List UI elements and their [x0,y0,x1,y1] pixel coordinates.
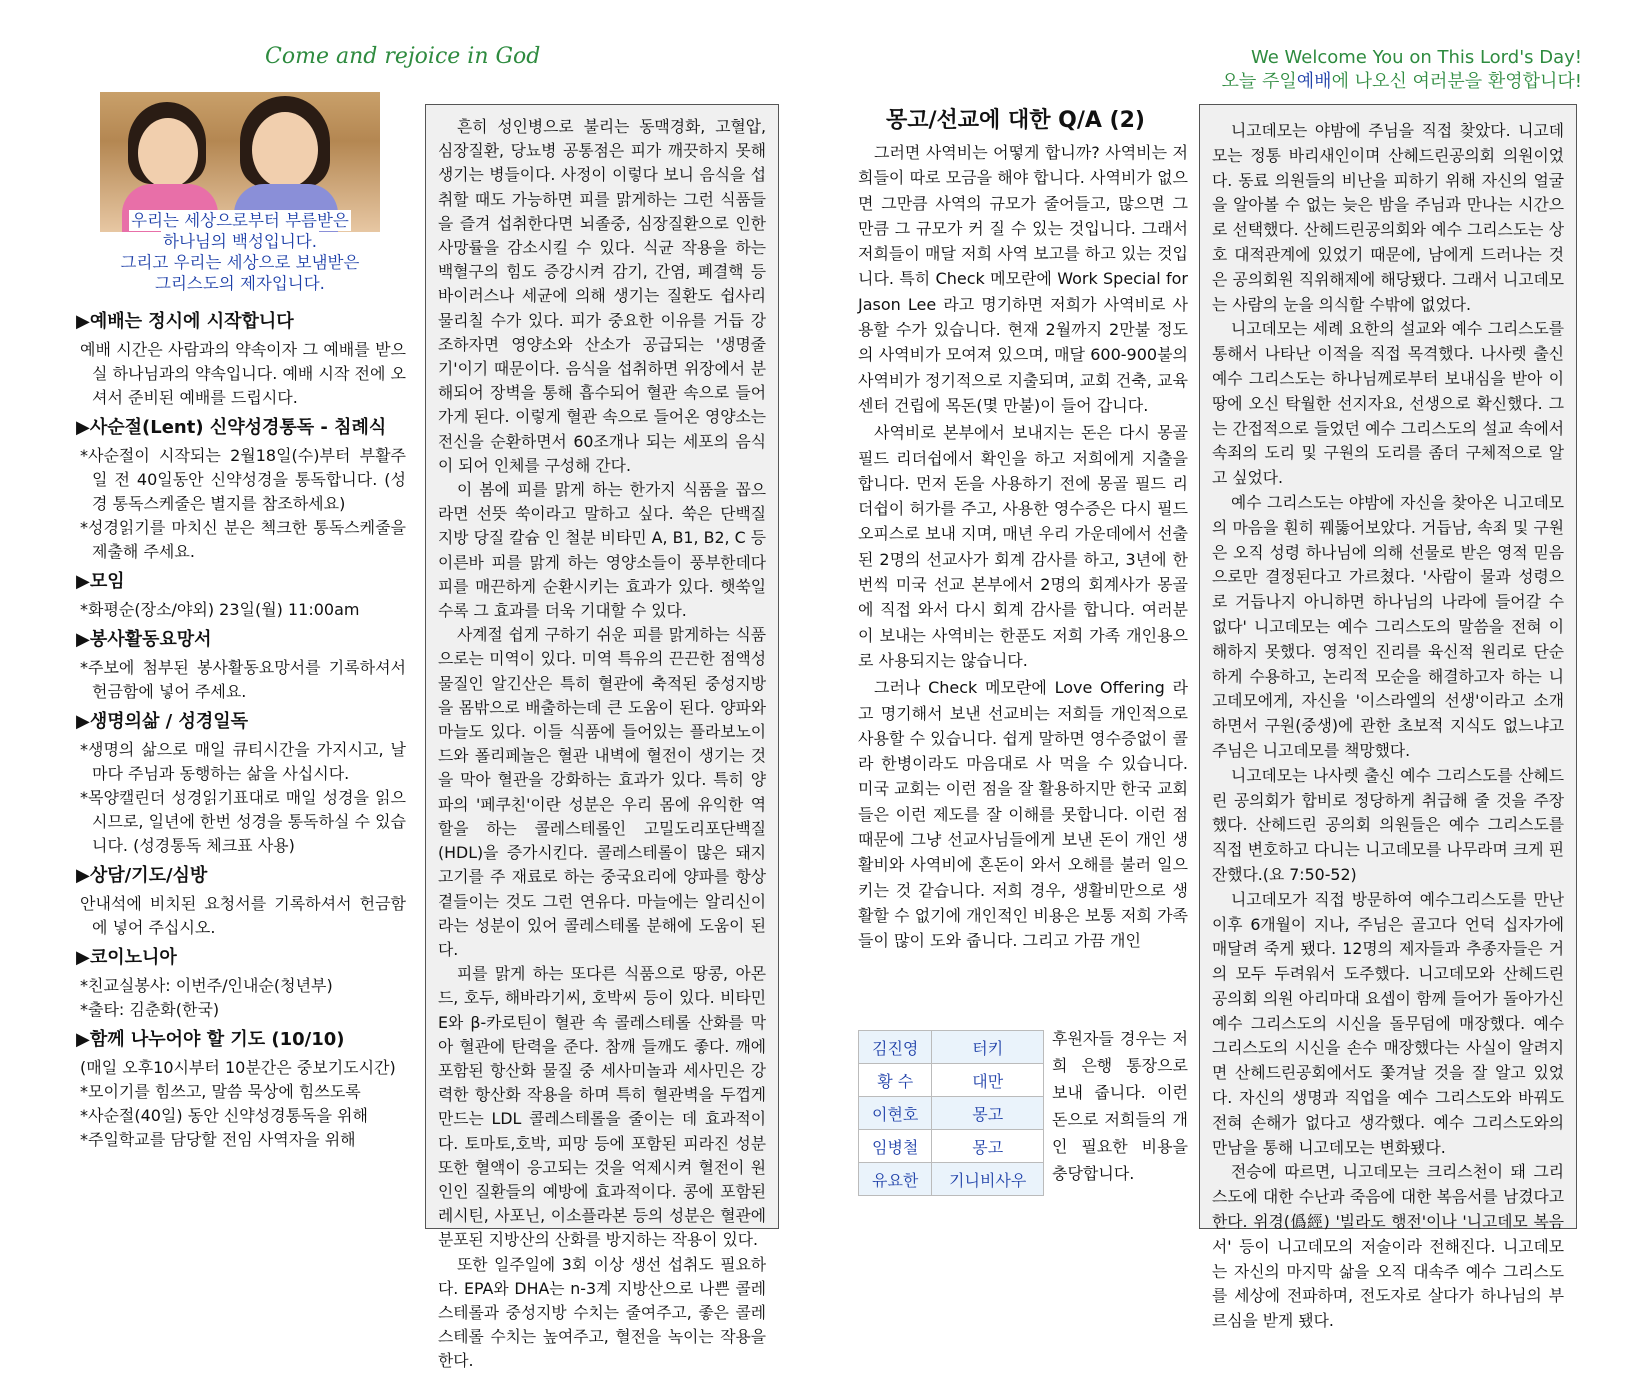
announcement-line: *목양캘린더 성경읽기표대로 매일 성경을 읽으시므로, 일년에 한번 성경을 통독하실 수 있습니다. (성경통독 체크표 사용) [80,788,406,855]
missionary-country: 몽고 [932,1097,1044,1130]
qa-tail: 후원자들 경우는 저희 은행 통장으로 보내 줍니다. 이런 돈으로 저희들의 개인 필요한 비용을 충당합니다. [1052,1029,1188,1183]
announcement-body [80,974,406,1022]
announcement-heading: ▶예배는 정시에 시작합니다 [76,311,294,332]
missionary-country: 기니비사우 [932,1163,1044,1196]
announcement-line: *주일학교를 담당할 전임 사역자을 위해 [80,1130,356,1149]
health-article-paragraph: 피를 맑게 하는 또다른 식품으로 땅콩, 아몬드, 호두, 해바라기씨, 호박씨 등이 있다. 비타민E와 β-카로틴이 혈관 속 콜레스테롤 산화를 막아 혈관에 탄력을 준다. 참깨 들깨도 좋다. 깨에 포함된 항산화 물질 중 세사미놀과 세사민은 강력한 항산화 작용을 하며 특히 혈관벽을 두껍게 만드는 LDL 콜레스테롤을 줄이는 데 효과적이다. 토마토,호박, 피망 등에 포함된 피라진 성분 또한 혈액이 응고되는 것을 억제시켜 혈전이 원인인 질환들의 예방에 효과적이다. 콩에 포함된 레시틴, 사포닌, 이소플라본 등의 성분은 혈관에 분포된 지방산의 산화를 방지하는 작용이 있다. [438,964,766,1250]
announcement-line: *성경읽기를 마치신 분은 첵크한 통독스케줄을 제출해 주세요. [80,518,406,561]
announcement-heading: ▶생명의삶 / 성경일독 [76,711,249,732]
missionary-name: 임병철 [859,1130,932,1163]
announcement-line: *사순절이 시작되는 2월18일(수)부터 부활주일 전 40일동안 신약성경을 통독합니다. (성경 통독스케줄은 별지를 참조하세요) [80,446,406,513]
welcome-message [1222,46,1583,94]
missionary-row [859,1163,1044,1196]
announcement-heading: ▶모임 [76,571,125,592]
caption-line-1: 우리는 세상으로부터 부름받은 [131,211,349,230]
welcome-korean [1222,70,1583,94]
announcement-heading: ▶코이노니아 [76,947,177,968]
welcome-ko-part3: 에 나오신 여러분을 환영합니다! [1331,71,1582,92]
announcement-line: 안내석에 비치된 요청서를 기록하셔서 헌금함에 넣어 주십시오. [80,894,406,937]
welcome-ko-part1: 오늘 주일 [1221,71,1297,92]
left-slogan: Come and rejoice in God [265,44,541,69]
missionary-row [859,1130,1044,1163]
missionary-name: 김진영 [859,1031,932,1064]
caption-line-3: 그리고 우리는 세상으로 보냄받은 [120,253,360,272]
photo-caption [100,210,380,294]
nicodemus-article-paragraph: 예수 그리스도는 야밤에 자신을 찾아온 니고데모의 마음을 훤히 꿰뚫어보았다. 거듭남, 속죄 및 구원은 오직 성령 하나님에 의해 선물로 받은 영적 믿음으로만 결정된다고 가르쳤다. '사람이 물과 성령으로 거듭나지 아니하면 하나님의 나라에 들어갈 수 없다' 니고데모는 예수 그리스도의 말씀을 전혀 이해하지 못했다. 영적인 진리를 육신적 원리로 단순하게 수용하고, 논리적 모순을 해결하고자 하는 니고데모에게, 자신을 '이스라엘의 선생'이라고 소개하면서 구원(중생)에 관한 초보적 지식도 없느냐고 주님은 니고데모를 책망했다. [1212,492,1564,760]
announcement-heading: ▶상담/기도/심방 [76,865,208,886]
announcement-body [80,892,406,940]
child1-face [138,118,198,188]
qa-paragraph: 그러면 사역비는 어떻게 합니까? 사역비는 저희들이 따로 모금을 해야 합니다. 사역비가 없으면 그만큼 사역의 규모가 줄어들고, 많으면 그 만큼 그 규모가 커 질 수 있는 것입니다. 그래서 저희들이 매달 저희 사역 보고를 하고 있는 것입니다. 특히 Check 메모란에 Work Special for Jason Lee 라고 명기하면 저희가 사역비로 사용할 수가 있습니다. 현재 2월까지 2만불 정도의 사역비가 모여져 있으며, 매달 600-900불의 사역비가 정기적으로 지출되며, 교회 건축, 교육센터 건립에 목돈(몇 만불)이 들어 갑니다. [858,143,1188,415]
health-article-paragraph: 또한 일주일에 3회 이상 생선 섭취도 필요하다. EPA와 DHA는 n-3계 지방산으로 나쁜 콜레스테롤과 중성지방 수치는 줄여주고, 좋은 콜레스테롤 수치는 높여주고, 혈전을 녹이는 작용을 한다. [438,1254,766,1371]
announcement-body [80,598,406,622]
announcement-line: *생명의 삶으로 매일 큐티시간을 가지시고, 날마다 주님과 동행하는 삶을 사십시다. [80,740,406,783]
announcement-heading: ▶봉사활동요망서 [76,629,212,650]
announcement-line: *모이기를 힘쓰고, 말씀 묵상에 힘쓰도록 [80,1082,361,1101]
missionary-row [859,1031,1044,1064]
caption-line-2: 하나님의 백성입니다. [163,232,317,251]
welcome-english: We Welcome You on This Lord's Day! [1250,47,1582,68]
announcement-line: *친교실봉사: 이번주/인내순(청년부) [80,976,333,995]
announcement-heading: ▶사순절(Lent) 신약성경통독 - 침례식 [76,417,387,438]
missionary-row [859,1097,1044,1130]
health-article-paragraph: 흔히 성인병으로 불리는 동맥경화, 고혈압, 심장질환, 당뇨병 공통점은 피가 깨끗하지 못해 생기는 병들이다. 사정이 이렇다 보니 음식을 섭취할 때도 가능하면 피를 맑게하는 그런 식품들을 즐겨 섭취한다면 뇌졸중, 심장질환으로 인한 사망률을 감소시킬 수 있다. 식균 작용을 하는 백혈구의 힘도 증강시켜 감기, 간염, 폐결핵 등 바이러스나 세균에 의해 생기는 질환도 쉽사리 물리칠 수가 있다. 피가 중요한 이유를 거듭 강조하자면 영양소와 산소가 공급되는 '생명줄기'이기 때문이다. 음식을 섭취하면 위장에서 분해되어 장벽을 통해 흡수되어 혈관 속으로 들어가게 된다. 이렇게 혈관 속으로 들어온 영양소는 전신을 순환하면서 60조개나 되는 세포의 음식이 되어 인체를 구성해 간다. [438,117,766,475]
announcement-line: *화평순(장소/야외) 23일(월) 11:00am [80,600,360,619]
missionary-table [858,1030,1044,1196]
caption-line-4: 그리스도의 제자입니다. [155,274,325,293]
nicodemus-article-paragraph: 니고데모는 세례 요한의 설교와 예수 그리스도를 통해서 나타난 이적을 직접 목격했다. 나사렛 출신 예수 그리스도는 하나님께로부터 보내심을 받아 이 땅에 오신 탁월한 선지자요, 선생으로 확신했다. 그는 간접적으로 들었던 예수 그리스도의 설교 속에서 속죄의 도리 및 구원의 도리를 좀더 구체적으로 알고 싶었다. [1212,319,1564,488]
nicodemus-article-paragraph: 전승에 따르면, 니고데모는 크리스천이 돼 그리스도에 대한 수난과 죽음에 대한 복음서를 남겼다고 한다. 위경(僞經) '빌라도 행전'이나 '니고데모 복음서' 등이 니고데모의 저술이라 전해진다. 니고데모는 자신의 마지막 삶을 오직 대속주 예수 그리스도를 세상에 전파하며, 전도자로 살다가 하나님의 부르심을 받게 됐다. [1212,1162,1564,1331]
missionary-row [859,1064,1044,1097]
nicodemus-article-paragraph: 니고데모는 야밤에 주님을 직접 찾았다. 니고데모는 정통 바리새인이며 산헤드린공의회 의원이었다. 동료 의원들의 비난을 피하기 위해 자신의 얼굴을 알아볼 수 없는 늦은 밤을 주님과 만나는 시간으로 선택했다. 산헤드린공의회와 예수 그리스도는 상호 대적관계에 있었기 때문에, 남에게 드러나는 것은 공의회원 직위해제에 해당됐다. 그래서 니고데모는 사람의 눈을 의식할 수밖에 없었다. [1212,121,1564,314]
announcement-line: (매일 오후10시부터 10분간은 중보기도시간) [80,1058,396,1077]
qa-paragraph: 그러나 Check 메모란에 Love Offering 라고 명기해서 보낸 선교비는 저희들 개인적으로 사용할 수 있습니다. 쉽게 말하면 영수증없이 콜라 한병이라도 마음대로 사 먹을 수 있습니다. 미국 교회는 이런 점을 잘 활용하지만 한국 교회들은 이런 제도를 잘 이해를 못합니다. 이런 점 때문에 그냥 선교사님들에게 보낸 돈이 개인 생활비와 사역비에 혼돈이 와서 오해를 불러 일으키는 것 같습니다. 저희 경우, 생활비만으로 생활할 수 없기에 개인적인 비용은 보통 저희 가족들이 많이 도와 줍니다. 그리고 가끔 개인 [858,678,1188,951]
health-article-paragraph: 이 봄에 피를 맑게 하는 한가지 식품을 꼽으라면 선뜻 쑥이라고 말하고 싶다. 쑥은 단백질 지방 당질 칼슘 인 철분 비타민 A, B1, B2, C 등 이른바 피를 맑게 하는 영양소들이 풍부한데다 피를 매끈하게 순환시키는 효과가 있다. 햇쑥일수록 그 효과를 더욱 기대할 수 있다. [438,480,766,621]
announcement-body [80,338,406,410]
nicodemus-article-box [1199,104,1577,1331]
announcement-body [80,444,406,564]
health-article-box [425,104,779,1371]
announcement-body [80,1056,406,1152]
announcement-heading: ▶함께 나누어야 할 기도 (10/10) [76,1029,345,1050]
announcement-line: *사순절(40일) 동안 신약성경통독을 위해 [80,1106,368,1125]
announcement-body [80,656,406,704]
qa-body [858,140,1188,956]
announcement-line: *출타: 김춘화(한국) [80,1000,220,1019]
nicodemus-article-paragraph: 니고데모가 직접 방문하여 예수그리스도를 만난 이후 6개월이 지나, 주님은 골고다 언덕 십자가에 매달려 죽게 됐다. 12명의 제자들과 추종자들은 거의 모두 두려워서 도주했다. 니고데모와 산헤드린 공의회 의원 아리마대 요셉이 함께 들어가 돌아가신 예수 그리스도의 시신을 돌무덤에 매장했다. 예수 그리스도의 시신을 손수 매장했다는 사실이 알려지면 산헤드린공회에서도 쫓겨날 것을 잘 알고 있었다. 자신의 생명과 직업을 예수 그리스도와 바꿔도 전혀 손해가 없다고 생각했다. 예수 그리스도와의 만남을 통해 니고데모는 변화됐다. [1212,889,1564,1157]
announcements [76,310,406,1158]
qa-title: 몽고/선교에 대한 Q/A (2) [886,108,1145,133]
missionary-name: 유요한 [859,1163,932,1196]
missionary-name: 이현호 [859,1097,932,1130]
missionary-country: 터키 [932,1031,1044,1064]
missionary-country: 몽고 [932,1130,1044,1163]
nicodemus-article-paragraph: 니고데모는 나사렛 출신 예수 그리스도를 산헤드린 공의회가 합비로 정당하게 취급해 줄 것을 주장했다. 산헤드린 공의회 의원들은 예수 그리스도를 직접 변호하고 다니는 니고데모를 나무라며 크게 핀잔했다.(요 7:50-52) [1212,765,1564,884]
missionary-name: 황 수 [859,1064,932,1097]
welcome-ko-part2: 예배 [1296,71,1332,92]
announcement-line: 예배 시간은 사람과의 약속이자 그 예배를 받으실 하나님과의 약속입니다. 예배 시작 전에 오셔서 준비된 예배를 드립시다. [80,340,406,407]
qa-paragraph: 사역비로 본부에서 보내지는 돈은 다시 몽골 필드 리더쉽에서 확인을 하고 저희에게 지출을 합니다. 먼저 돈을 사용하기 전에 몽골 필드 리더쉽이 허가를 주고, 사용한 영수증은 다시 필드 오피스로 보내 지며, 매년 우리 가운데에서 선출된 2명의 선교사가 회계 감사를 하고, 3년에 한번씩 미국 선교 본부에서 2명의 회계사가 몽골에 직접 와서 다시 회계 감사를 합니다. 여러분이 보내는 사역비는 한푼도 저희 가족 개인용으로 사용되지는 않습니다. [858,423,1188,670]
child2-face [252,112,318,188]
announcement-line: *주보에 첨부된 봉사활동요망서를 기록하셔서 헌금함에 넣어 주세요. [80,658,406,701]
health-article-paragraph: 사계절 쉽게 구하기 쉬운 피를 맑게하는 식품으로는 미역이 있다. 미역 특유의 끈끈한 점액성 물질인 알긴산은 특히 혈관에 축적된 중성지방을 몸밖으로 배출하는데 큰 도움이 된다. 양파와 마늘도 있다. 이들 식품에 들어있는 플라보노이드와 폴리페놀은 혈관 내벽에 혈전이 생기는 것을 막아 혈관을 강화하는 효과가 있다. 특히 양파의 '페쿠친'이란 성분은 우리 몸에 유익한 역할을 하는 콜레스테롤인 고밀도리포단백질(HDL)을 증가시킨다. 콜레스테롤이 많은 돼지고기를 주 재료로 하는 중국요리에 양파를 항상 곁들이는 것도 그런 연유다. 마늘에는 알리신이라는 성분이 있어 콜레스테롤 분해에 도움이 된다. [438,625,766,959]
missionary-country: 대만 [932,1064,1044,1097]
announcement-body [80,738,406,858]
